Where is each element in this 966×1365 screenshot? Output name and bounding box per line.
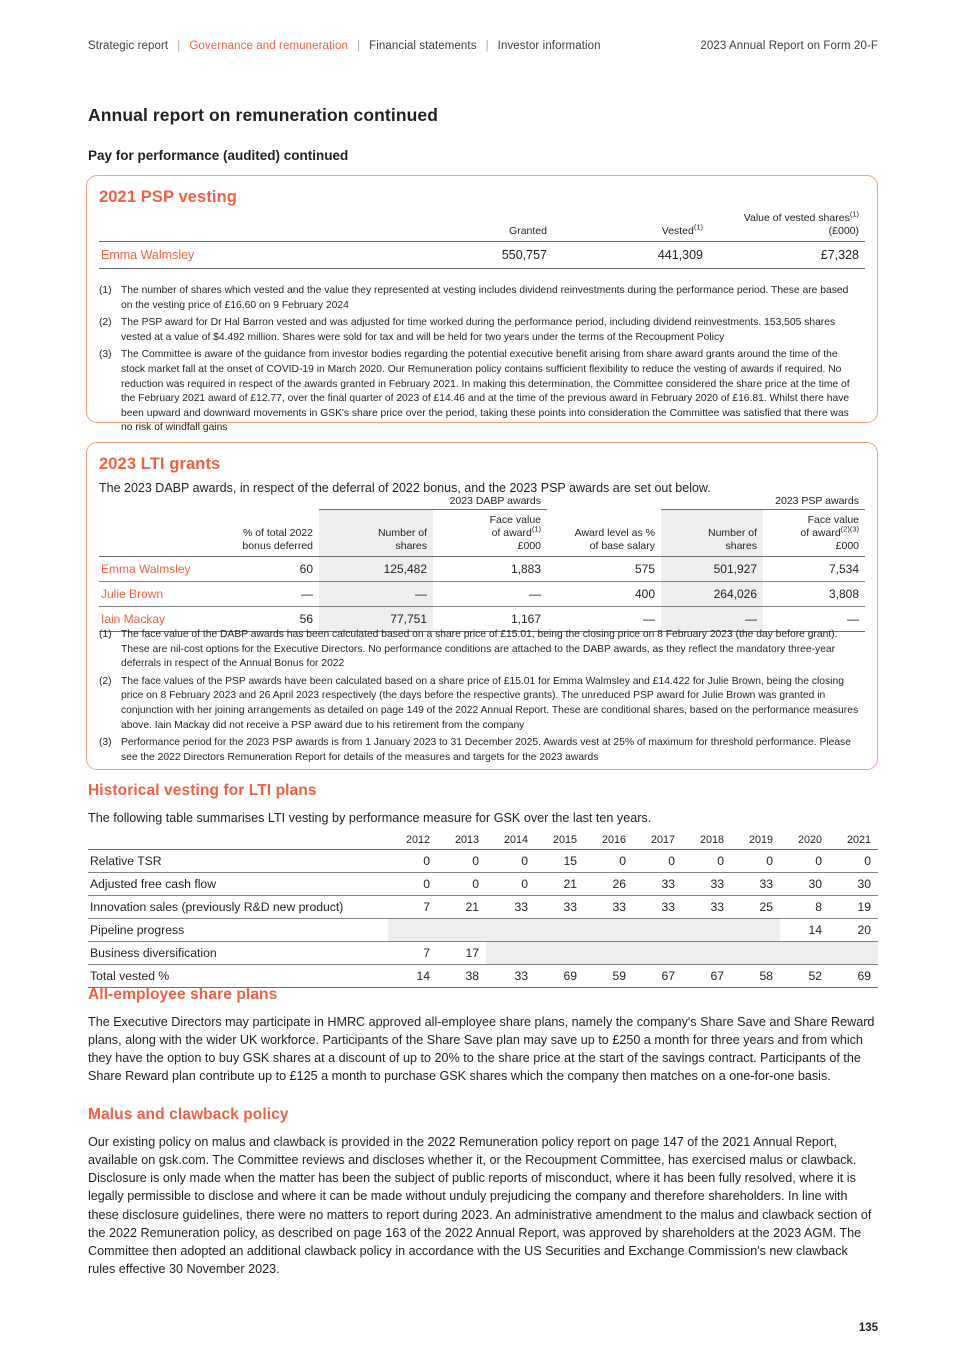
psp-header-value bbox=[709, 209, 865, 242]
lti-header-blank bbox=[99, 510, 217, 557]
psp-vesting-table bbox=[99, 209, 865, 269]
psp-row-granted: 550,757 bbox=[397, 242, 553, 269]
hv-cell: 30 bbox=[780, 873, 829, 896]
hv-cell: 59 bbox=[584, 965, 633, 988]
footnote-marker: (1) bbox=[531, 524, 542, 534]
footnote bbox=[99, 316, 861, 345]
hv-cell bbox=[388, 919, 437, 942]
malus-clawback-body: Our existing policy on malus and clawback is provided in the 2022 Remuneration policy report on page 147 of the 2021 Annual Report, available on gsk.com. The Committee reviews and discloses whether it, or the Recoupment Committee, has exercised malus or clawback. Disclosure is only made when the matter has been the subject of public reports of misconduct, where it has been fully resolved, where it is legally permissible to disclose and where it can be made without unduly prejudicing the company and therefore shareholders. In line with these disclosure guidelines, there were no matters to report during 2023. An administrative amendment to the malus and clawback section of the 2022 Remuneration policy, as described on page 163 of the 2022 Annual Report, was approved by shareholders at the 2023 AGM. The Committee then adopted an additional clawback policy in accordance with the US Securities and Exchange Commission's new clawback rules effective 30 November 2023. bbox=[88, 1135, 872, 1276]
hv-header-year-2021: 2021 bbox=[829, 834, 878, 850]
all-employee-share-plans-body: The Executive Directors may participate in HMRC approved all-employee share plans, namely the company's Share Save and Share Reward plans, along with the wider UK workforce. Participants of the Share Save plan may save up to £250 a month for three years and from which they have the option to buy GSK shares at a discount of up to 20% to the share price at the start of the savings contract. Participants of the Share Reward plan contribute up to £125 a month to purchase GSK shares which the company then matches on a one-for-one basis. bbox=[88, 1015, 875, 1084]
hv-cell: 26 bbox=[584, 873, 633, 896]
hv-cell bbox=[584, 942, 633, 965]
page-title: Annual report on remuneration continued bbox=[88, 105, 439, 125]
all-employee-share-plans-heading: All-employee share plans bbox=[88, 986, 278, 1003]
table-row bbox=[88, 896, 878, 919]
hv-row-label: Total vested % bbox=[88, 965, 388, 988]
hv-cell bbox=[780, 942, 829, 965]
hv-cell: 33 bbox=[486, 965, 535, 988]
hv-cell: 30 bbox=[829, 873, 878, 896]
hv-cell: 0 bbox=[682, 850, 731, 873]
hv-cell: 33 bbox=[633, 873, 682, 896]
table-row bbox=[88, 850, 878, 873]
hv-row-label: Business diversification bbox=[88, 942, 388, 965]
lti-grants-table bbox=[99, 495, 865, 632]
lti-group-blank-1 bbox=[99, 495, 217, 510]
hv-cell bbox=[682, 942, 731, 965]
lti-row-psp-face: — bbox=[763, 607, 865, 632]
lti-row-dabp-face: 1,883 bbox=[433, 557, 547, 582]
malus-clawback-heading: Malus and clawback policy bbox=[88, 1106, 289, 1123]
hv-row-label: Innovation sales (previously R&D new product) bbox=[88, 896, 388, 919]
hv-cell: 69 bbox=[535, 965, 584, 988]
hv-header-year-2015: 2015 bbox=[535, 834, 584, 850]
hv-cell: 21 bbox=[437, 896, 486, 919]
lti-header-psp-shares-l1: Number of bbox=[707, 527, 758, 540]
hv-cell bbox=[829, 942, 878, 965]
breadcrumb-separator: | bbox=[357, 40, 361, 52]
hv-cell: 38 bbox=[437, 965, 486, 988]
lti-header-award-level bbox=[547, 510, 661, 557]
table-row bbox=[88, 873, 878, 896]
lti-header-dabp-face-value bbox=[433, 510, 547, 557]
lti-row-psp-shares: — bbox=[661, 607, 763, 632]
hv-header-year-2013: 2013 bbox=[437, 834, 486, 850]
lti-row-dabp-face: — bbox=[433, 582, 547, 607]
hv-cell bbox=[731, 919, 780, 942]
lti-header-bonus-deferred bbox=[217, 510, 319, 557]
hv-cell: 14 bbox=[780, 919, 829, 942]
hv-cell bbox=[584, 919, 633, 942]
lti-row-award-level: 400 bbox=[547, 582, 661, 607]
hv-cell: 17 bbox=[437, 942, 486, 965]
hv-cell: 15 bbox=[535, 850, 584, 873]
breadcrumb-separator: | bbox=[177, 40, 181, 52]
hv-row-label: Pipeline progress bbox=[88, 919, 388, 942]
hv-cell: 0 bbox=[437, 850, 486, 873]
hv-cell: 14 bbox=[388, 965, 437, 988]
footnote bbox=[99, 348, 861, 436]
footnote-text: The number of shares which vested and the value they represented at vesting includes dividend reinvestments during the performance period. These are based on the vesting price of £16.60 on 9 February 2024 bbox=[121, 285, 849, 311]
hv-cell: 0 bbox=[633, 850, 682, 873]
lti-row-psp-shares: 264,026 bbox=[661, 582, 763, 607]
hv-cell: 0 bbox=[584, 850, 633, 873]
hv-cell: 0 bbox=[437, 873, 486, 896]
lti-group-dabp: 2023 DABP awards bbox=[319, 495, 547, 510]
hv-cell: 0 bbox=[388, 873, 437, 896]
lti-footnotes bbox=[99, 628, 861, 768]
hv-cell bbox=[682, 919, 731, 942]
table-row bbox=[88, 965, 878, 988]
breadcrumb-item-financial-statements[interactable]: Financial statements bbox=[369, 40, 477, 52]
lti-header-award-level-l1: Award level as % bbox=[574, 527, 656, 540]
hv-header-year-2017: 2017 bbox=[633, 834, 682, 850]
hv-header-year-2019: 2019 bbox=[731, 834, 780, 850]
psp-row-vested: 441,309 bbox=[553, 242, 709, 269]
hv-cell: 67 bbox=[682, 965, 731, 988]
hv-cell bbox=[535, 942, 584, 965]
psp-header-granted-label: Granted bbox=[509, 225, 547, 238]
psp-header-granted bbox=[397, 212, 553, 242]
footnote-index: (1) bbox=[99, 629, 112, 640]
footnote-index: (2) bbox=[99, 675, 112, 687]
psp-row-value: £7,328 bbox=[709, 242, 865, 269]
lti-header-psp-face-l1: Face value bbox=[807, 514, 860, 526]
hv-header-blank bbox=[88, 834, 388, 850]
section-subtitle: Pay for performance (audited) continued bbox=[88, 148, 349, 163]
footnote-text: The PSP award for Dr Hal Barron vested and was adjusted for time worked during the performance period, including dividend reinvestments. 153,505 shares vested at a value of $4.492 million. Shares were sold for tax and will be held for two years under the terms of the Recoupment Policy bbox=[121, 317, 836, 343]
hv-cell: 20 bbox=[829, 919, 878, 942]
lti-card-intro: The 2023 DABP awards, in respect of the deferral of 2022 bonus, and the 2023 PSP awards are set out below. bbox=[99, 481, 711, 495]
table-header-row bbox=[88, 834, 878, 850]
lti-group-psp: 2023 PSP awards bbox=[661, 495, 865, 510]
hv-cell bbox=[437, 919, 486, 942]
psp-header-value-line1: Value of vested shares bbox=[743, 212, 850, 224]
hv-row-label: Adjusted free cash flow bbox=[88, 873, 388, 896]
lti-row-dabp-shares: — bbox=[319, 582, 433, 607]
psp-card-title: 2021 PSP vesting bbox=[99, 188, 237, 206]
psp-vesting-card bbox=[86, 175, 878, 434]
psp-header-vested-label: Vested bbox=[661, 225, 694, 238]
footnote-index: (3) bbox=[99, 737, 112, 749]
hv-header-year-2016: 2016 bbox=[584, 834, 633, 850]
breadcrumb-separator: | bbox=[485, 40, 489, 52]
psp-header-value-line2: (£000) bbox=[828, 225, 859, 238]
hv-cell bbox=[535, 919, 584, 942]
hv-cell: 52 bbox=[780, 965, 829, 988]
lti-row-name: Emma Walmsley bbox=[99, 557, 217, 582]
table-header-row bbox=[99, 510, 865, 557]
lti-header-dabp-face-l3: £000 bbox=[517, 540, 542, 553]
hv-cell: 0 bbox=[780, 850, 829, 873]
hv-cell: 33 bbox=[682, 873, 731, 896]
lti-row-award-level: — bbox=[547, 607, 661, 632]
document-reference: 2023 Annual Report on Form 20-F bbox=[700, 40, 878, 52]
footnote-index: (3) bbox=[99, 349, 112, 361]
hv-row-label: Relative TSR bbox=[88, 850, 388, 873]
footnote-text: Performance period for the 2023 PSP awards is from 1 January 2023 to 31 December 2025. Awards vest at 25% of maximum for threshold performance. Please see the 2022 Directors Remuneration Report for details of the measures and targets for the 2023 awards bbox=[121, 737, 851, 763]
hv-cell: 8 bbox=[780, 896, 829, 919]
historical-vesting-heading: Historical vesting for LTI plans bbox=[88, 782, 317, 799]
lti-row-psp-face: 3,808 bbox=[763, 582, 865, 607]
lti-header-bonus-deferred-l2: bonus deferred bbox=[242, 540, 313, 553]
hv-cell: 33 bbox=[633, 896, 682, 919]
lti-grants-card bbox=[86, 442, 878, 770]
hv-cell: 19 bbox=[829, 896, 878, 919]
table-row bbox=[99, 582, 865, 607]
psp-header-blank bbox=[99, 212, 397, 242]
lti-group-blank-3 bbox=[547, 495, 661, 510]
hv-cell: 33 bbox=[584, 896, 633, 919]
footnote-index: (1) bbox=[99, 285, 112, 296]
footnote bbox=[99, 628, 861, 672]
table-row bbox=[99, 242, 865, 269]
lti-header-bonus-deferred-l1: % of total 2022 bbox=[242, 527, 313, 540]
hv-cell: 0 bbox=[388, 850, 437, 873]
footnote-marker: (1) bbox=[693, 222, 703, 232]
lti-row-dabp-shares: 125,482 bbox=[319, 557, 433, 582]
lti-row-bonus-deferred: 56 bbox=[217, 607, 319, 632]
lti-row-psp-face: 7,534 bbox=[763, 557, 865, 582]
hv-header-year-2012: 2012 bbox=[388, 834, 437, 850]
lti-row-dabp-face: 1,167 bbox=[433, 607, 547, 632]
lti-row-bonus-deferred: — bbox=[217, 582, 319, 607]
hv-cell: 0 bbox=[731, 850, 780, 873]
lti-header-psp-shares-l2: shares bbox=[725, 540, 758, 553]
footnote-marker: (2)(3) bbox=[840, 524, 860, 534]
table-header-row bbox=[99, 212, 865, 242]
historical-vesting-intro: The following table summarises LTI vesting by performance measure for GSK over the last ten years. bbox=[88, 811, 652, 825]
breadcrumb-item-strategic-report[interactable]: Strategic report bbox=[88, 40, 169, 52]
hv-cell: 0 bbox=[486, 873, 535, 896]
lti-row-name: Julie Brown bbox=[99, 582, 217, 607]
table-row bbox=[99, 557, 865, 582]
table-row bbox=[88, 919, 878, 942]
breadcrumb-item-governance-and-remuneration[interactable]: Governance and remuneration bbox=[189, 40, 348, 52]
hv-cell: 33 bbox=[535, 896, 584, 919]
hv-cell: 33 bbox=[731, 873, 780, 896]
footnote-text: The face value of the DABP awards has been calculated based on a share price of £15.01, being the closing price on 8 February 2023 (the day before grant). These are nil-cost options for the Executive Directors. No performance conditions are attached to the DABP awards, as they reflect the mandatory three-year deferrals in respect of the Annual Bonus for 2022 bbox=[121, 629, 838, 670]
lti-header-psp-shares bbox=[661, 510, 763, 557]
historical-vesting-table bbox=[88, 834, 878, 988]
lti-header-dabp-shares-l1: Number of bbox=[377, 527, 427, 540]
page-number: 135 bbox=[858, 1322, 878, 1334]
footnote bbox=[99, 736, 861, 765]
footnote-index: (2) bbox=[99, 317, 112, 329]
hv-cell bbox=[486, 942, 535, 965]
hv-cell bbox=[633, 919, 682, 942]
footnote-text: The Committee is aware of the guidance from investor bodies regarding the potential executive benefit arising from share award grants around the time of the stock market fall at the onset of COVID-19 in March 2020. Our Remuneration policy contains sufficient flexibility to reduce the vesting of awards if required. No reduction was required in respect of the awards granted in February 2021. In making this determination, the Committee considered the share price at the time of the February 2021 award of £12.77, over the final quarter of 2023 of £14.46 and at the time of the previous award in February 2020 of £16.81. Whilst there have been upward and downward movements in GSK's share price over the period, taking these points into consideration the Committee was satisfied that there was no risk of windfall gains bbox=[121, 349, 850, 434]
lti-row-name: Iain Mackay bbox=[99, 607, 217, 632]
table-row bbox=[88, 942, 878, 965]
hv-cell: 7 bbox=[388, 896, 437, 919]
footnote bbox=[99, 284, 861, 313]
hv-cell: 69 bbox=[829, 965, 878, 988]
lti-row-dabp-shares: 77,751 bbox=[319, 607, 433, 632]
lti-row-psp-shares: 501,927 bbox=[661, 557, 763, 582]
footnote-text: The face values of the PSP awards have been calculated based on a share price of £15.01 for Emma Walmsley and £14.422 for Julie Brown, being the closing price on 8 February 2023 and 26 April 2023 respectively (the days before the respective grants). The unreduced PSP award for Julie Brown was granted in conjunction with her joining arrangements as detailed on page 149 of the 2022 Annual Report. These are conditional shares, based on the performance measures above. Iain Mackay did not receive a PSP award due to his retirement from the company bbox=[121, 675, 859, 731]
breadcrumb bbox=[88, 40, 878, 52]
lti-header-psp-face-l3: £000 bbox=[835, 540, 860, 553]
lti-header-award-level-l2: of base salary bbox=[589, 540, 656, 553]
hv-cell bbox=[731, 942, 780, 965]
hv-cell: 7 bbox=[388, 942, 437, 965]
lti-row-bonus-deferred: 60 bbox=[217, 557, 319, 582]
hv-cell: 33 bbox=[486, 896, 535, 919]
lti-header-dabp-shares bbox=[319, 510, 433, 557]
table-group-header-row bbox=[99, 495, 865, 510]
lti-row-award-level: 575 bbox=[547, 557, 661, 582]
hv-header-year-2018: 2018 bbox=[682, 834, 731, 850]
hv-header-year-2020: 2020 bbox=[780, 834, 829, 850]
hv-cell: 33 bbox=[682, 896, 731, 919]
psp-header-vested bbox=[553, 212, 709, 242]
hv-cell: 0 bbox=[829, 850, 878, 873]
hv-cell: 21 bbox=[535, 873, 584, 896]
lti-group-blank-2 bbox=[217, 495, 319, 510]
hv-cell: 25 bbox=[731, 896, 780, 919]
psp-row-name: Emma Walmsley bbox=[99, 242, 397, 269]
hv-header-year-2014: 2014 bbox=[486, 834, 535, 850]
footnote bbox=[99, 675, 861, 733]
lti-header-dabp-face-l2: of award bbox=[491, 527, 532, 540]
hv-cell bbox=[633, 942, 682, 965]
hv-cell: 0 bbox=[486, 850, 535, 873]
psp-footnotes bbox=[99, 284, 861, 439]
breadcrumb-item-investor-information[interactable]: Investor information bbox=[497, 40, 601, 52]
lti-header-psp-face-value bbox=[763, 510, 865, 557]
lti-header-dabp-face-l1: Face value bbox=[489, 514, 542, 526]
footnote-marker: (1) bbox=[849, 209, 859, 219]
hv-cell: 67 bbox=[633, 965, 682, 988]
lti-card-title: 2023 LTI grants bbox=[99, 455, 221, 473]
lti-header-dabp-shares-l2: shares bbox=[395, 540, 427, 553]
lti-header-psp-face-l2: of award bbox=[800, 527, 841, 540]
hv-cell: 58 bbox=[731, 965, 780, 988]
hv-cell bbox=[486, 919, 535, 942]
